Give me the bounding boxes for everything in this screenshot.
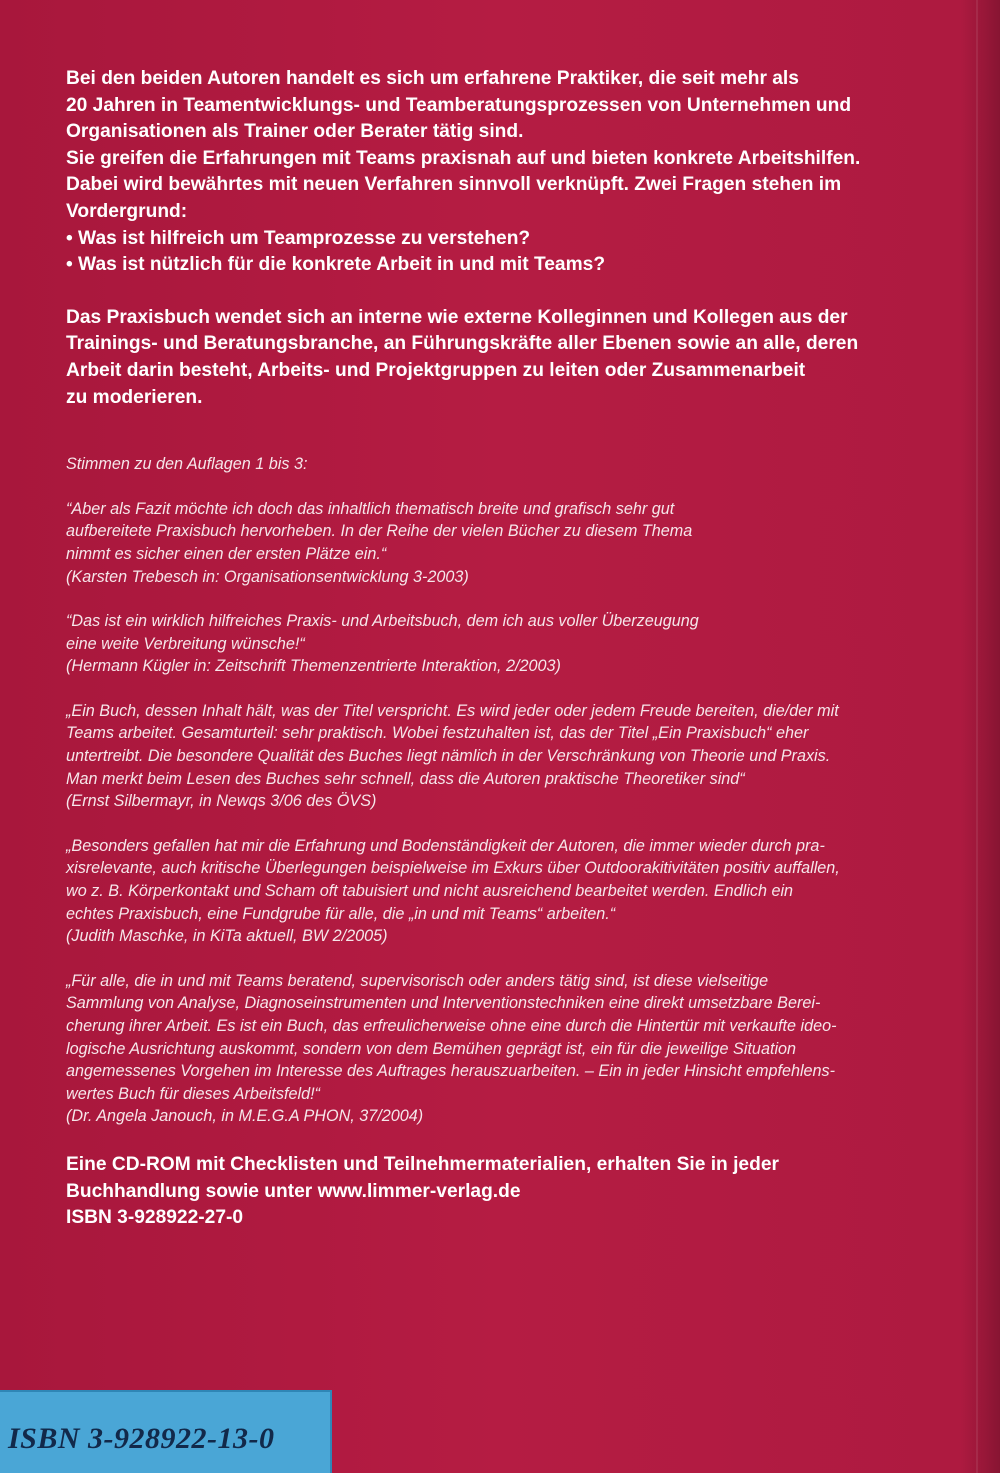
review-line: „Ein Buch, dessen Inhalt hält, was der Titel verspricht. Es wird jeder oder jedem Freude bereiten, die/der mit: [66, 701, 839, 720]
audience-section: [66, 305, 946, 411]
cover-text: [66, 66, 946, 1232]
review-line: xisrelevante, auch kritische Überlegungen beispielweise im Exkurs über Outdoorakitivitäten positiv auffallen,: [66, 859, 840, 878]
question-item: • Was ist hilfreich um Teamprozesse zu verstehen?: [66, 227, 531, 249]
review-line: “Das ist ein wirklich hilfreiches Praxis- und Arbeitsbuch, dem ich aus voller Überzeugung: [66, 612, 699, 631]
audience-line: Trainings- und Beratungsbranche, an Führungskräfte aller Ebenen sowie an alle, deren: [66, 333, 859, 355]
audience-line: Das Praxisbuch wendet sich an interne wie externe Kolleginnen und Kollegen aus der: [66, 306, 848, 328]
spine-fold: [976, 0, 978, 1473]
footer-line: Buchhandlung sowie unter www.limmer-verlag.de: [66, 1180, 521, 1202]
question-item: • Was ist nützlich für die konkrete Arbeit in und mit Teams?: [66, 254, 606, 276]
spine-shadow: [960, 0, 1000, 1473]
review-line: „Für alle, die in und mit Teams beratend, supervisorisch oder anders tätig sind, ist diese vielseitige: [66, 971, 769, 990]
reviews-section: [66, 453, 946, 1128]
review-line: „Besonders gefallen hat mir die Erfahrung und Bodenständigkeit der Autoren, die immer wieder durch pra-: [66, 836, 825, 855]
intro-line: Dabei wird bewährtes mit neuen Verfahren sinnvoll verknüpft. Zwei Fragen stehen im: [66, 174, 842, 196]
review-source: (Judith Maschke, in KiTa aktuell, BW 2/2005): [66, 927, 388, 946]
intro-line: Vordergrund:: [66, 200, 188, 222]
audience-line: Arbeit darin besteht, Arbeits- und Projektgruppen zu leiten oder Zusammenarbeit: [66, 359, 806, 381]
review-line: aufbereitete Praxisbuch hervorheben. In der Reihe der vielen Bücher zu diesem Thema: [66, 522, 693, 541]
review-line: eine weite Verbreitung wünsche!“: [66, 634, 305, 653]
intro-section: [66, 66, 946, 279]
review-source: (Hermann Kügler in: Zeitschrift Themenzentrierte Interaktion, 2/2003): [66, 657, 561, 676]
footer-section: [66, 1152, 946, 1232]
review-source: (Karsten Trebesch in: Organisationsentwicklung 3-2003): [66, 567, 469, 586]
footer-isbn: ISBN 3-928922-27-0: [66, 1207, 244, 1229]
review-line: untertreibt. Die besondere Qualität des Buches liegt nämlich in der Verschränkung von Theorie und Praxis.: [66, 747, 831, 766]
review-quote: [66, 700, 946, 813]
review-line: logische Ausrichtung auskommt, sondern von dem Bemühen geprägt ist, ein für die jeweilige Situation: [66, 1039, 797, 1058]
footer-line: Eine CD-ROM mit Checklisten und Teilnehmermaterialien, erhalten Sie in jeder: [66, 1153, 779, 1175]
review-quote: [66, 970, 946, 1128]
intro-line: Bei den beiden Autoren handelt es sich um erfahrene Praktiker, die seit mehr als: [66, 68, 799, 89]
review-source: (Ernst Silbermayr, in Newqs 3/06 des ÖVS): [66, 792, 377, 811]
review-line: nimmt es sicher einen der ersten Plätze ein.“: [66, 544, 387, 563]
intro-line: Sie greifen die Erfahrungen mit Teams praxisnah auf und bieten konkrete Arbeitshilfen.: [66, 147, 861, 169]
review-source: (Dr. Angela Janouch, in M.E.G.A PHON, 37/2004): [66, 1107, 424, 1126]
audience-line: zu moderieren.: [66, 386, 203, 408]
review-line: wo z. B. Körperkontakt und Scham oft tabuisiert und nicht ausreichend bearbeitet werden. Endlich ein: [66, 882, 794, 901]
review-line: “Aber als Fazit möchte ich doch das inhaltlich thematisch breite und grafisch sehr gut: [66, 499, 675, 518]
review-quote: [66, 835, 946, 948]
question-list: [66, 226, 946, 279]
intro-line: Organisationen als Trainer oder Berater tätig sind.: [66, 121, 524, 143]
review-line: Man merkt beim Lesen des Buches sehr schnell, dass die Autoren praktische Theoretiker sind“: [66, 769, 745, 788]
intro-line: 20 Jahren in Teamentwicklungs- und Teamberatungsprozessen von Unternehmen und: [66, 94, 852, 116]
review-line: wertes Buch für dieses Arbeitsfeld!“: [66, 1084, 321, 1103]
review-quote: [66, 610, 946, 678]
review-line: cherung ihrer Arbeit. Es ist ein Buch, das erfreulicherweise ohne eine durch die Hintertür mit verkaufte ideo-: [66, 1017, 837, 1035]
reviews-heading: Stimmen zu den Auflagen 1 bis 3:: [66, 455, 308, 474]
review-line: angemessenes Vorgehen im Interesse des Auftrages herauszuarbeiten. – Ein in jeder Hinsicht empfehlens-: [66, 1062, 836, 1081]
review-line: Sammlung von Analyse, Diagnoseinstrumenten und Interventionstechniken eine direkt umsetzbare Berei-: [66, 994, 821, 1013]
spacer: [66, 279, 946, 305]
review-line: echtes Praxisbuch, eine Fundgrube für alle, die „in und mit Teams“ arbeiten.“: [66, 904, 616, 923]
review-line: Teams arbeitet. Gesamturteil: sehr praktisch. Wobei festzuhalten ist, das der Titel „Ein Praxisbuch“ eher: [66, 724, 809, 743]
isbn-sticker: [0, 1390, 332, 1473]
review-quote: [66, 498, 946, 588]
isbn-sticker-text: ISBN 3-928922-13-0: [8, 1422, 275, 1455]
